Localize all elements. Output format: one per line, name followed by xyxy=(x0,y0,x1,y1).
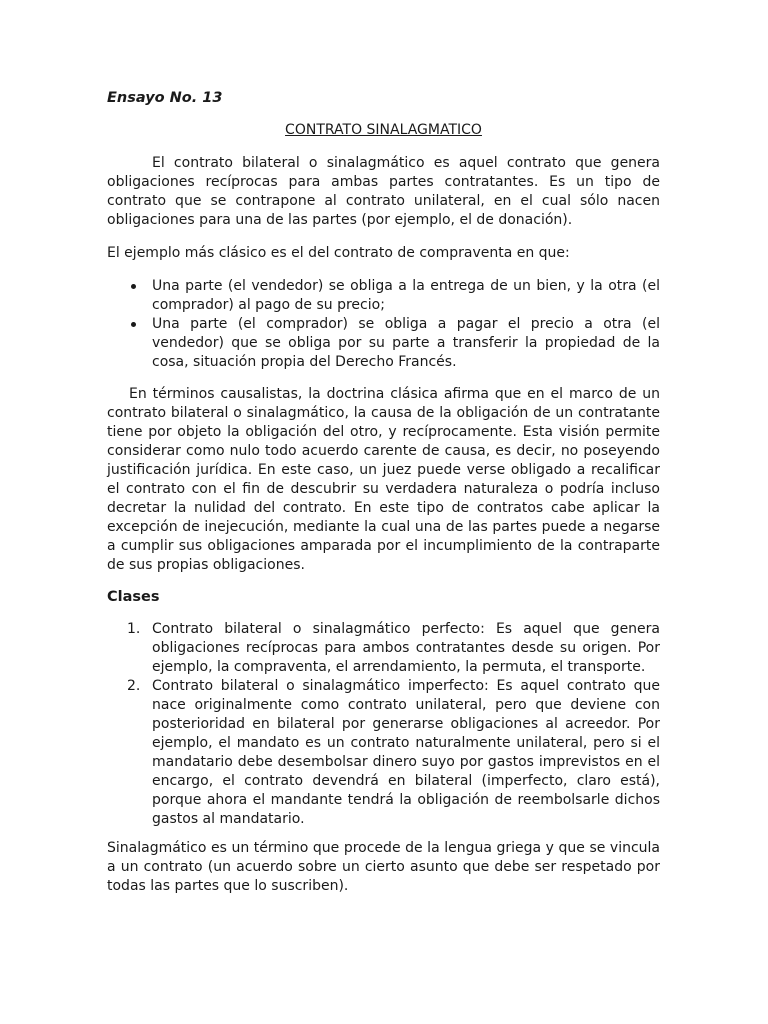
document-title: CONTRATO SINALAGMATICO xyxy=(285,122,482,138)
intro-paragraph: El contrato bilateral o sinalagmático es aquel contrato que genera obligaciones recíprocas para ambas partes contratantes. Es un tipo de contrato que se contrapone al contrato unilateral, en el cual sólo nacen obligaciones para una de las partes (por ejemplo, el de donación). xyxy=(107,155,660,228)
bullet-text: Una parte (el vendedor) se obliga a la entrega de un bien, y la otra (el comprador) al pago de su precio; xyxy=(152,278,660,313)
list-number: 2. xyxy=(127,678,141,694)
clases-heading: Clases xyxy=(107,589,160,605)
list-item-text: Contrato bilateral o sinalagmático imperfecto: Es aquel contrato que nace originalmente como contrato unilateral, pero que deviene con posterioridad en bilateral por generarse obligaciones al acreedor. Por ejemplo, el mandato es un contrato naturalmente unilateral, pero si el mandatario debe desembolsar dinero suyo por gastos imprevistos en el encargo, el contrato devendrá en bilateral (imperfecto, claro está), porque ahora el mandante tendrá la obligación de reembolsarle dichos gastos al mandatario. xyxy=(152,678,660,827)
bullet-text: Una parte (el comprador) se obliga a pagar el precio a otra (el vendedor) que se obliga por su parte a transferir la propiedad de la cosa, situación propia del Derecho Francés. xyxy=(152,316,660,370)
list-item xyxy=(107,315,660,372)
essay-number-heading: Ensayo No. 13 xyxy=(107,90,223,106)
list-item xyxy=(107,277,660,315)
bullet-icon xyxy=(131,322,136,327)
causalist-paragraph: En términos causalistas, la doctrina clásica afirma que en el marco de un contrato bilateral o sinalagmático, la causa de la obligación de un contratante tiene por objeto la obligación del otro, y recíprocamente. Esta visión permite considerar como nulo todo acuerdo carente de causa, es decir, no poseyendo justificación jurídica. En este caso, un juez puede verse obligado a recalificar el contrato con el fin de descubrir su verdadera naturaleza o podría incluso decretar la nulidad del contrato. En este tipo de contratos cabe aplicar la excepción de inejecución, mediante la cual una de las partes puede a negarse a cumplir sus obligaciones amparada por el incumplimiento de la contraparte de sus propias obligaciones. xyxy=(107,386,660,573)
list-item-text: Contrato bilateral o sinalagmático perfecto: Es aquel que genera obligaciones recíprocas para ambos contratantes desde su origen. Por ejemplo, la compraventa, el arrendamiento, la permuta, el transporte. xyxy=(152,621,660,675)
list-number: 1. xyxy=(127,621,141,637)
list-item xyxy=(107,677,660,829)
example-intro-paragraph: El ejemplo más clásico es el del contrato de compraventa en que: xyxy=(107,245,570,261)
list-item xyxy=(107,620,660,677)
example-bullet-list xyxy=(107,277,660,372)
closing-paragraph: Sinalagmático es un término que procede de la lengua griega y que se vincula a un contrato (un acuerdo sobre un cierto asunto que debe ser respetado por todas las partes que lo suscriben). xyxy=(107,840,660,894)
bullet-icon xyxy=(131,284,136,289)
clases-numbered-list xyxy=(107,620,660,829)
